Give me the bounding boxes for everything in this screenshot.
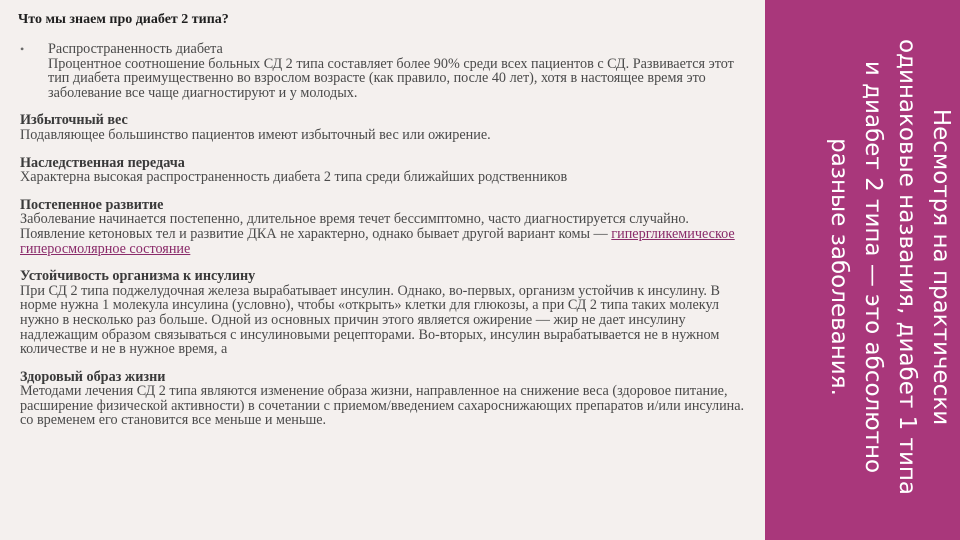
section-body: Процентное соотношение больных СД 2 типа составляет более 90% среди всех пациентов с СД. Развивается этот тип диабета преимущественно во взрослом возрасте (как правило, после 40 лет), хотя в настоящее время это заболевание все чаще диагностируют и у молодых. [48,55,734,101]
section-overweight [20,113,755,142]
section-body: Методами лечения СД 2 типа являются изменение образа жизни, направленное на снижение веса (здоровое питание, расширение физической активности) в сочетании с приемом/введением сахароснижающих препаратов и/или инсулина. со временем его становится все меньше и меньше. [20,383,745,429]
hyperosmolar-state-link[interactable]: гипергликемическое гиперосмолярное состояние [20,225,735,257]
sidebar-quote: Несмотря на практически одинаковые названия, диабет 1 типа и диабет 2 типа — это абсолютно разные заболевания. [826,38,954,496]
bullet-icon: • [20,42,25,56]
section-body: При СД 2 типа поджелудочная железа вырабатывает инсулин. Однако, во-первых, организм устойчив к инсулину. В норме нужна 1 молекула инсулина (условно), чтобы «открыть» клетки для глюкозы, а при СД 2 типа таких молекул нужно в несколько раз больше. Одной из основных причин этого является ожирение — жир не дает инсулину надлежащим образом связываться с инсулиновыми рецепторами. Во-вторых, инсулин вырабатывается не в нужном количестве и не в нужное время, а [20,282,720,358]
section-heredity [20,156,755,185]
section-gradual-onset [20,198,755,256]
section-heading: Избыточный вес [20,112,128,129]
section-heading: Устойчивость организма к инсулину [20,268,256,285]
section-heading: Здоровый образ жизни [20,368,166,385]
section-insulin-resistance [20,269,755,357]
section-body: Характерна высокая распространенность диабета 2 типа среди ближайших родственников [20,169,568,186]
section-body: Заболевание начинается постепенно, длительное время течет бессимптомно, часто диагностируется случайно. Появление кетоновых тел и развитие ДКА не характерно, однако бывает другой вариант комы — [20,211,689,242]
content-area [20,42,755,441]
section-prevalence [20,42,755,100]
section-heading: Наследственная передача [20,154,185,171]
section-heading: Распространенность диабета [48,41,223,57]
section-heading: Постепенное развитие [20,196,164,213]
section-body: Подавляющее большинство пациентов имеют избыточный вес или ожирение. [20,126,491,143]
section-healthy-lifestyle [20,370,755,428]
page-title: Что мы знаем про диабет 2 типа? [18,12,229,27]
